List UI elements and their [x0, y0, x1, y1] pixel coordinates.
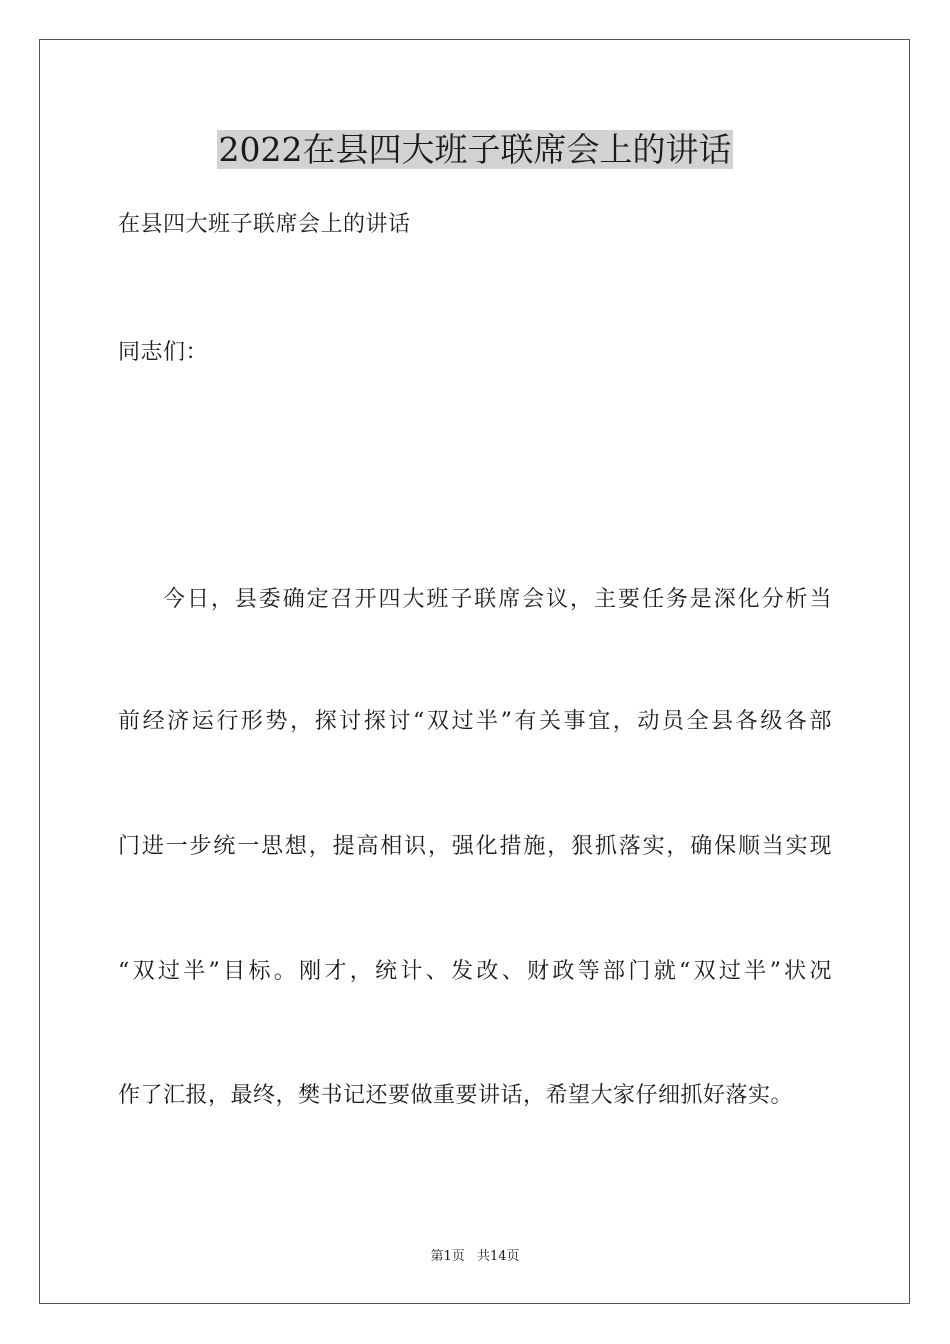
body-line-1: 今日，县委确定召开四大班子联席会议，主要任务是深化分析当 [163, 587, 832, 612]
page-footer [0, 1248, 950, 1266]
document-subtitle: 在县四大班子联席会上的讲话 [118, 212, 411, 237]
salutation: 同志们： [118, 340, 209, 365]
document-title [0, 128, 950, 172]
body-line-2: 前经济运行形势，探讨探讨“双过半”有关事宜，动员全县各级各部 [118, 709, 832, 734]
body-line-3: 门进一步统一思想，提高相识，强化措施，狠抓落实，确保顺当实现 [118, 834, 832, 859]
body-line-4: “双过半”目标。刚才，统计、发改、财政等部门就“双过半”状况 [118, 959, 832, 984]
page-number-total: 共14页 [476, 1249, 520, 1264]
page-number-current: 第1页 [430, 1249, 465, 1264]
body-line-5: 作了汇报，最终，樊书记还要做重要讲话，希望大家仔细抓好落实。 [118, 1083, 794, 1108]
document-title-text: 2022在县四大班子联席会上的讲话 [218, 130, 732, 169]
